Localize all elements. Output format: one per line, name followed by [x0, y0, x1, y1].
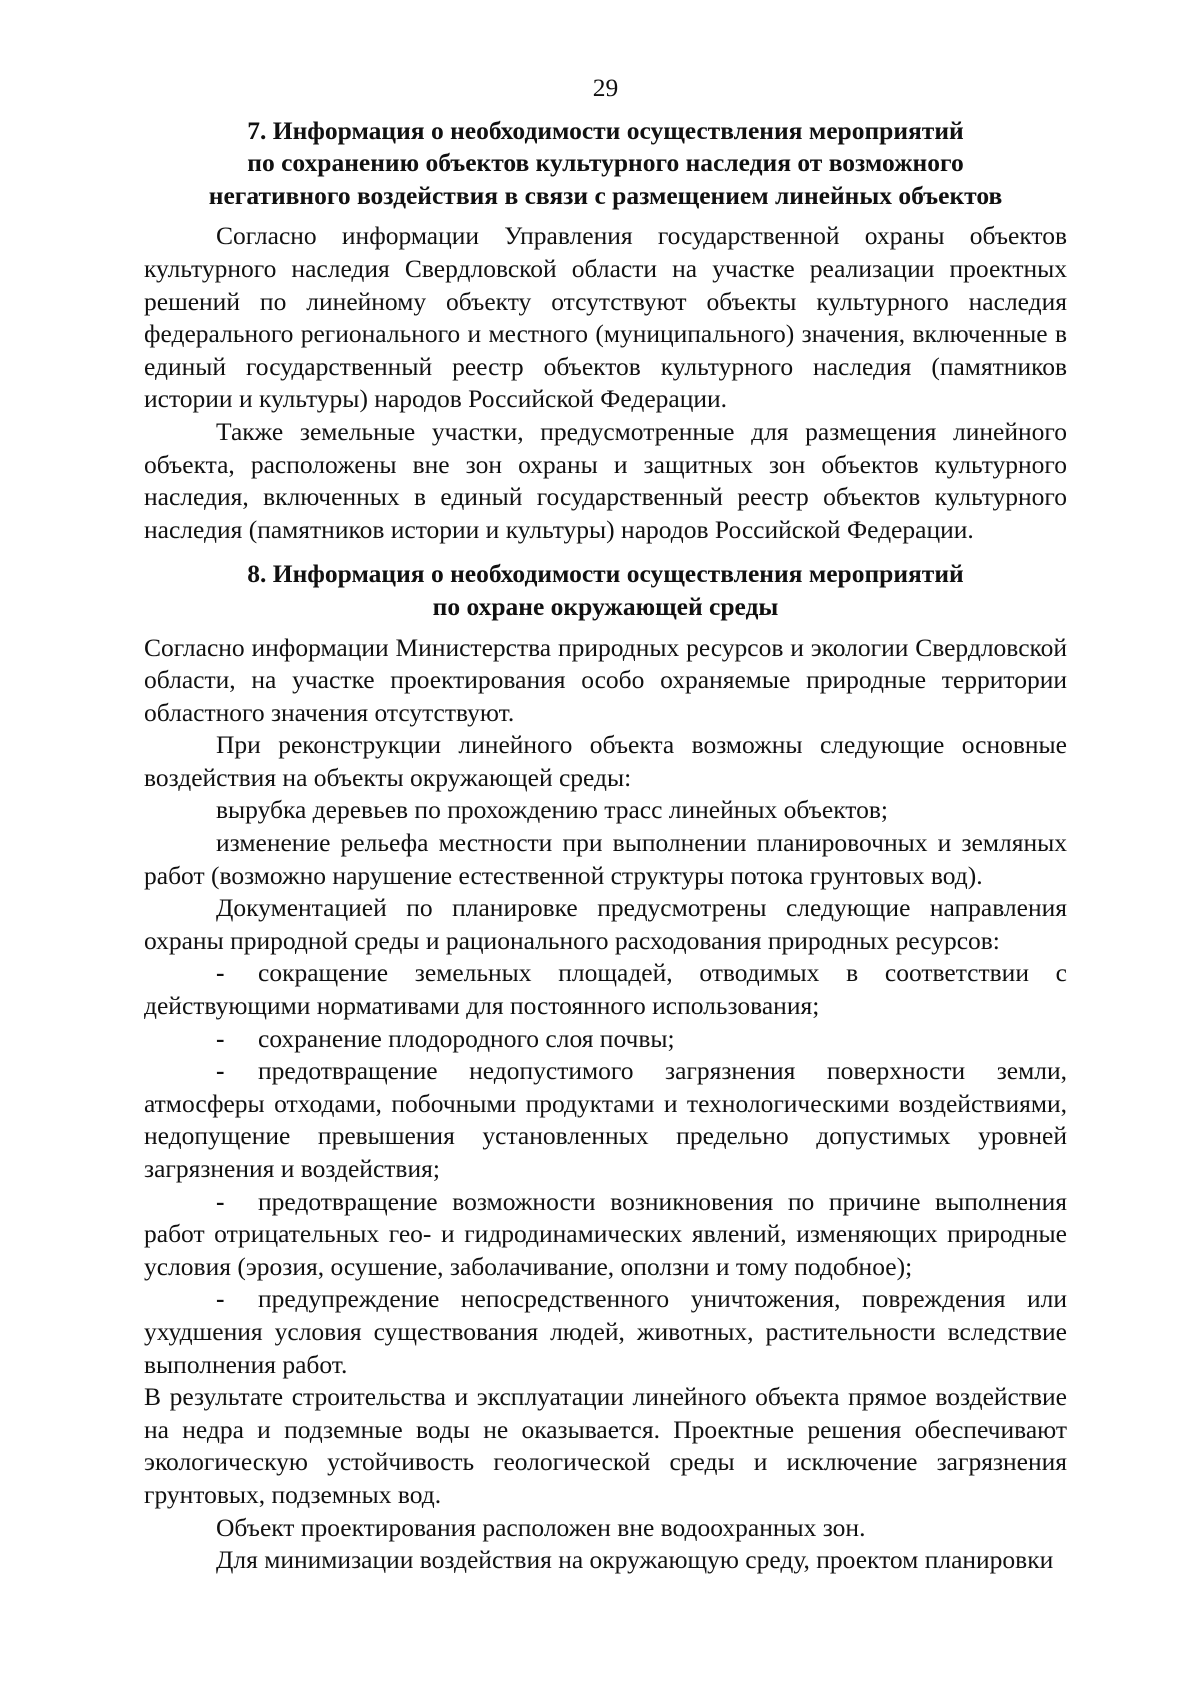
section-8-intro-paragraph: Согласно информации Министерства природных ресурсов и экологии Свердловской области, на участке проектирования особо охраняемые природные территории областного значения отсутствуют. — [144, 632, 1067, 727]
measure-list-item — [144, 957, 1067, 1022]
section-8-heading — [144, 558, 1067, 623]
section-7-paragraph: Также земельные участки, предусмотренные для размещения линейного объекта, расположены вне зон охраны и защитных зон объектов культурного наследия, включенных в единый государственный реестр объектов культурного наследия (памятников истории и культуры) народов Российской Федерации. — [144, 416, 1067, 544]
result-paragraph: В результате строительства и эксплуатации линейного объекта прямое воздействие на недра и подземные воды не оказывается. Проектные решения обеспечивают экологическую устойчивость геологической среды и исключение загрязнения грунтовых, подземных вод. — [144, 1382, 1067, 1509]
section-7-paragraph: Согласно информации Управления государственной охраны объектов культурного наследия Свердловской области на участке реализации проектных решений по линейному объекту отсутствуют объекты культурного наследия федерального регионального и местного (муниципального) значения, включенные в единый государственный реестр объектов культурного наследия (памятников истории и культуры) народов Российской Федерации. — [144, 221, 1067, 414]
list-dash: - — [216, 958, 225, 988]
list-dash: - — [216, 1284, 225, 1314]
measure-list-item — [144, 1186, 1067, 1284]
section-8-heading-line: по охране окружающей среды — [432, 591, 779, 621]
section-7-heading-line: 7. Информация о необходимости осуществления мероприятий — [247, 115, 964, 145]
measure-text: сокращение земельных площадей, отводимых в соответствии с действующими нормативами для постоянного использования; — [144, 958, 1067, 1021]
measure-text: сохранение плодородного слоя почвы; — [258, 1023, 675, 1053]
measure-text: предотвращение недопустимого загрязнения поверхности земли, атмосферы отходами, побочными продуктами и технологическими воздействиями, недопущение превышения установленных предельно допустимых уровней загрязнения и воздействия; — [144, 1056, 1067, 1183]
section-7-heading — [144, 115, 1067, 213]
closing-line: Для минимизации воздействия на окружающую среду, проектом планировки — [216, 1545, 1054, 1575]
water-zones-paragraph: Объект проектирования расположен вне водоохранных зон. — [216, 1512, 866, 1542]
list-dash: - — [216, 1023, 225, 1053]
list-dash: - — [216, 1186, 225, 1216]
page-number: 29 — [592, 73, 619, 102]
impact-item: изменение рельефа местности при выполнении планировочных и земляных работ (возможно нарушение естественной структуры потока грунтовых вод). — [144, 828, 1067, 890]
measures-intro-paragraph: Документацией по планировке предусмотрены следующие направления охраны природной среды и рационального расходования природных ресурсов: — [144, 893, 1067, 955]
impact-item: вырубка деревьев по прохождению трасс линейных объектов; — [216, 795, 888, 825]
measure-list-item — [144, 1283, 1067, 1381]
impacts-intro-paragraph: При реконструкции линейного объекта возможны следующие основные воздействия на объекты окружающей среды: — [144, 730, 1067, 792]
measure-text: предупреждение непосредственного уничтожения, повреждения или ухудшения условия существования людей, животных, растительности вследствие выполнения работ. — [144, 1284, 1067, 1379]
measure-list-item — [144, 1055, 1067, 1185]
list-dash: - — [216, 1056, 225, 1086]
measure-list-item — [144, 1023, 1067, 1056]
section-7-heading-line: по сохранению объектов культурного наследия от возможного — [247, 148, 964, 178]
section-7-heading-line: негативного воздействия в связи с размещением линейных объектов — [208, 180, 1003, 210]
measure-text: предотвращение возможности возникновения по причине выполнения работ отрицательных гео- и гидродинамических явлений, изменяющих природные условия (эрозия, осушение, заболачивание, оползни и тому подобное); — [144, 1186, 1067, 1281]
section-8-heading-line: 8. Информация о необходимости осуществления мероприятий — [247, 559, 964, 589]
